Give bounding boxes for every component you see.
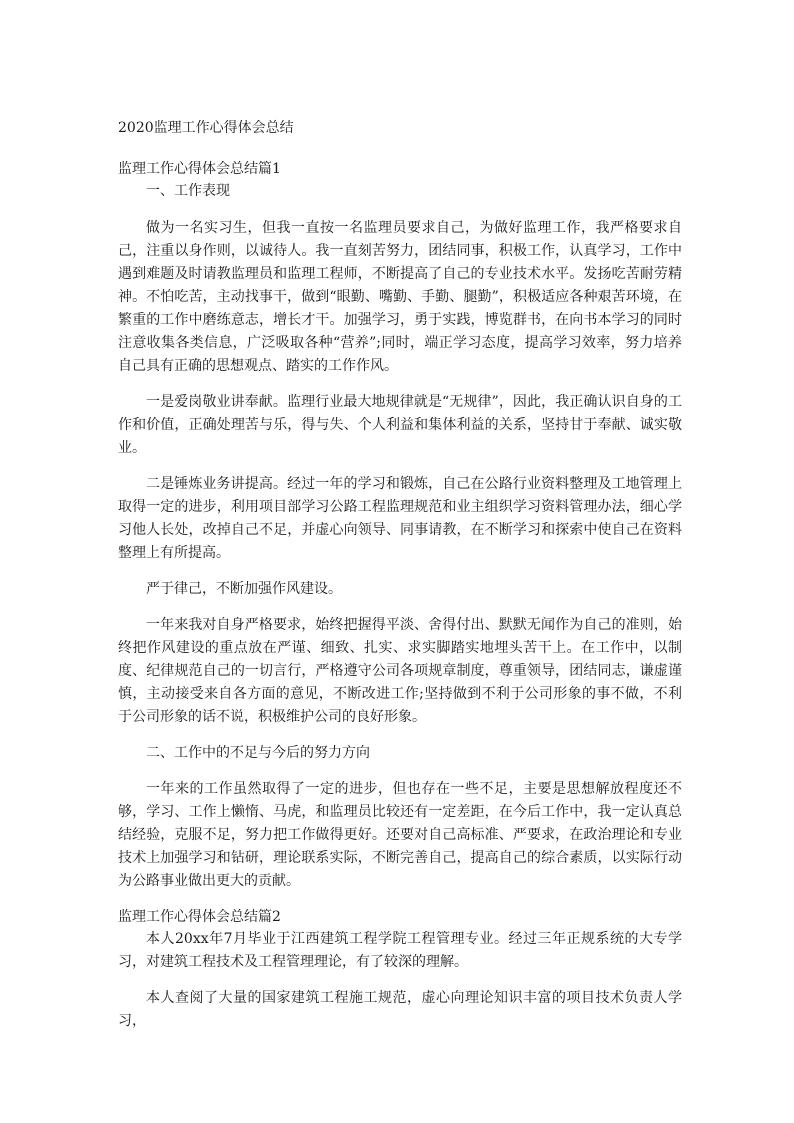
section-2: [118, 906, 682, 1033]
paragraph: 本人20xx年7月毕业于江西建筑工程学院工程管理专业。经过三年正规系统的大专学习，对建筑工程技术及工程管理理论，有了较深的理解。: [118, 931, 682, 970]
document-title: 2020监理工作心得体会总结: [118, 120, 294, 136]
paragraph: 做为一名实习生，但我一直按一名监理员要求自己，为做好监理工作，我严格要求自己，注重以身作则，以诚待人。我一直刻苦努力，团结同事，积极工作，认真学习，工作中遇到难题及时请教监理员和监理工程师，不断提高了自己的专业技术水平。发扬吃苦耐劳精神。不怕吃苦，主动找事干，做到“眼勤、嘴勤、手勤、腿勤”，积极适应各种艰苦环境，在繁重的工作中磨练意志，增长才干。加强学习，勇于实践，博览群书，在向书本学习的同时注意收集各类信息，广泛吸取各种“营养”;同时，端正学习态度，提高学习效率，努力培养自己具有正确的思想观点、踏实的工作作风。: [118, 220, 682, 374]
paragraph: 二是锤炼业务讲提高。经过一年的学习和锻炼，自己在公路行业资料整理及工地管理上取得一定的进步，利用项目部学习公路工程监理规范和业主组织学习资料管理办法，细心学习他人长处，改掉自己不足，并虚心向领导、同事请教，在不断学习和探索中使自己在资料整理上有所提高。: [118, 476, 682, 561]
paragraph: 一年来我对自身严格要求，始终把握得平淡、舍得付出、默默无闻作为自己的准则，始终把作风建设的重点放在严谨、细致、扎实、求实脚踏实地埋头苦干上。在工作中，以制度、纪律规范自己的一切言行，严格遵守公司各项规章制度，尊重领导，团结同志，谦虚谨慎，主动接受来自各方面的意见，不断改进工作;坚持做到不利于公司形象的事不做，不利于公司形象的话不说，积极维护公司的良好形象。: [118, 617, 682, 725]
section-2-heading: 监理工作心得体会总结篇2: [118, 909, 281, 925]
paragraph: 本人查阅了大量的国家建筑工程施工规范，虚心向理论知识丰富的项目技术负责人学习，: [118, 990, 682, 1029]
paragraph: 严于律己，不断加强作风建设。: [146, 581, 342, 597]
section-1: [118, 158, 682, 893]
document-page: [118, 118, 682, 1046]
subsection-heading: 二、工作中的不足与今后的努力方向: [146, 745, 370, 761]
section-1-heading: 监理工作心得体会总结篇1: [118, 161, 281, 177]
section-1-subheading: 一、工作表现: [146, 183, 230, 199]
paragraph: 一是爱岗敬业讲奉献。监理行业最大地规律就是“无规律”，因此，我正确认识自身的工作和价值，正确处理苦与乐，得与失、个人利益和集体利益的关系，坚持甘于奉献、诚实敬业。: [118, 394, 682, 456]
paragraph: 一年来的工作虽然取得了一定的进步，但也存在一些不足，主要是思想解放程度还不够，学习、工作上懒惰、马虎，和监理员比较还有一定差距，在今后工作中，我一定认真总结经验，克服不足，努力把工作做得更好。还要对自己高标准、严要求，在政治理论和专业技术上加强学习和钻研，理论联系实际，不断完善自己，提高自己的综合素质，以实际行动为公路事业做出更大的贡献。: [118, 781, 682, 889]
